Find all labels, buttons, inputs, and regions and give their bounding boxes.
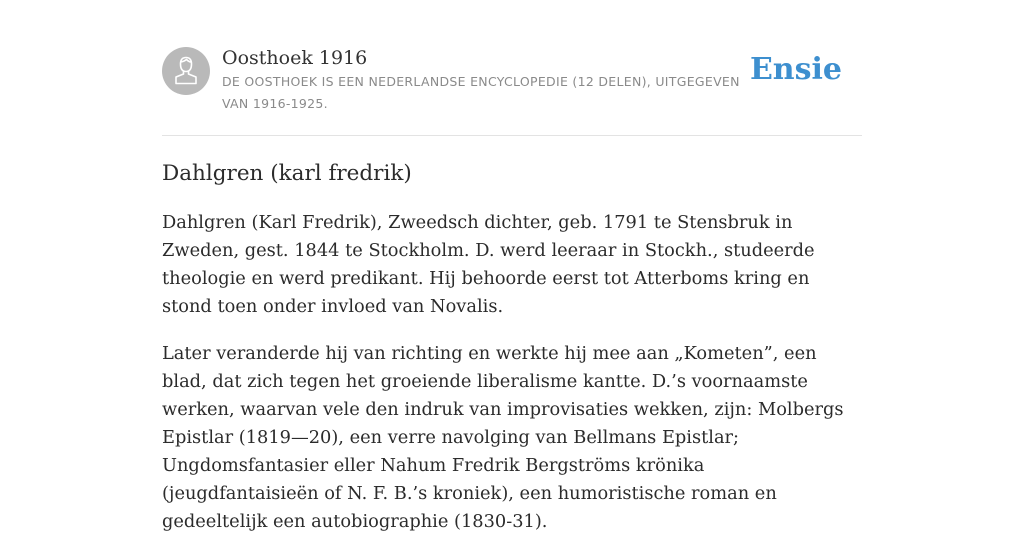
article bbox=[162, 158, 864, 555]
source-header bbox=[162, 45, 862, 117]
ensie-logo[interactable]: Ensie bbox=[749, 52, 842, 87]
article-title: Dahlgren (karl fredrik) bbox=[162, 161, 412, 186]
source-title[interactable]: Oosthoek 1916 bbox=[222, 47, 368, 69]
user-silhouette-icon bbox=[162, 47, 210, 95]
article-paragraph: Dahlgren (Karl Fredrik), Zweedsch dichter, geb. 1791 te Stensbruk in Zweden, gest. 1844 te Stockholm. D. werd leeraar in Stockh., studeerde theologie en werd predikant. Hij behoorde eerst tot Atterboms kring en stond toen onder invloed van Novalis. bbox=[162, 212, 815, 317]
source-description: DE OOSTHOEK IS EEN NEDERLANDSE ENCYCLOPEDIE (12 DELEN), UITGEGEVEN VAN 1916-1925. bbox=[222, 74, 740, 111]
header-divider bbox=[162, 135, 862, 136]
article-paragraph: Later veranderde hij van richting en werkte hij mee aan „Kometen”, een blad, dat zich tegen het groeiende liberalisme kantte. D.’s voornaamste werken, waarvan vele den indruk van improvisaties wekken, zijn: Molbergs Epistlar (1819—20), een verre navolging van Bellmans Epistlar; Ungdomsfantasier eller Nahum Fredrik Bergströms krönika (jeugdfantaisieën of N. F. B.’s kroniek), een humoristische roman en gedeeltelijk een autobiographie (1830-31). bbox=[162, 343, 844, 532]
source-info bbox=[222, 45, 767, 115]
avatar bbox=[162, 47, 210, 95]
